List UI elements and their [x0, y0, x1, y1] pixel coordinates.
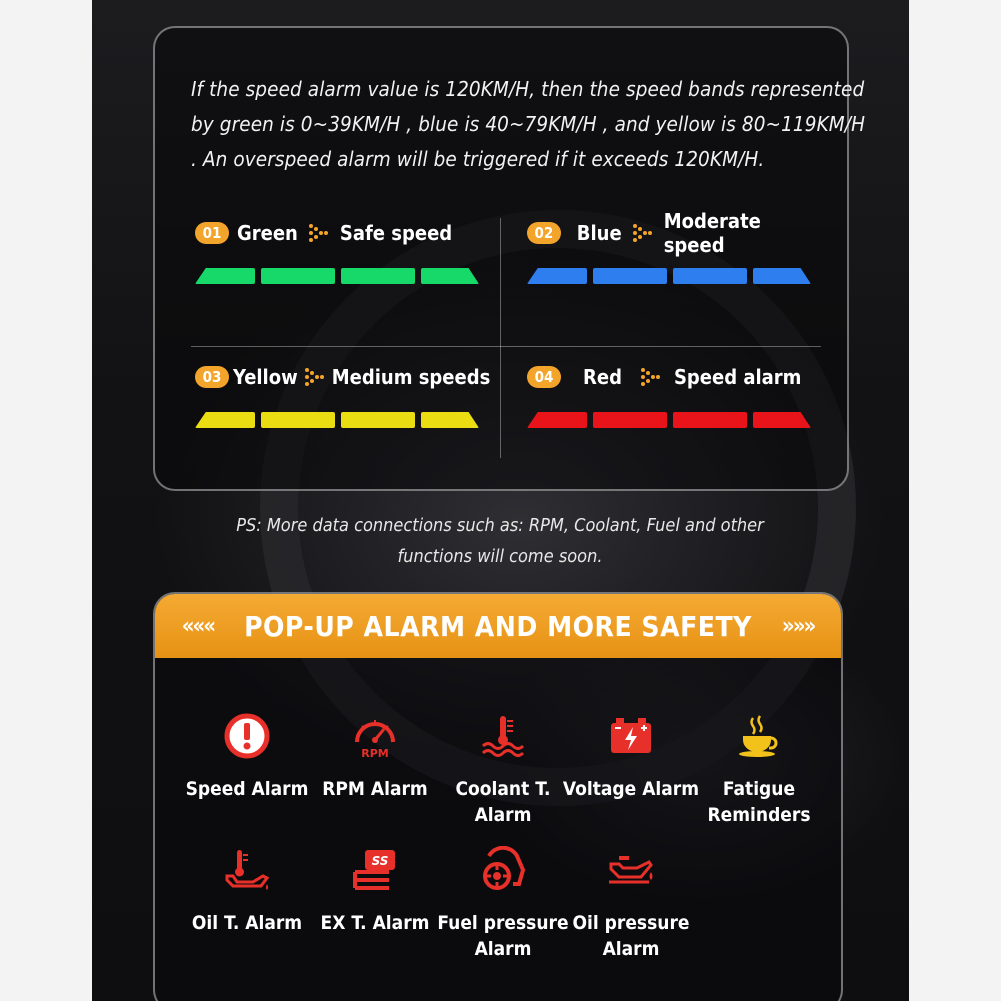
band-red	[527, 362, 827, 452]
alarm-panel	[153, 592, 843, 1001]
intro-line-2: by green is 0~39KM/H , blue is 40~79KM/H , and yellow is 80~119KM/H	[191, 112, 866, 136]
band-number: 04	[527, 366, 561, 388]
bar-segment	[195, 412, 255, 428]
alarm-label: Fatigue Reminders	[707, 778, 811, 826]
bar-segment	[753, 268, 811, 284]
panel-divider-horizontal	[191, 346, 821, 347]
alarm-item-exhaust-temp	[305, 846, 445, 936]
band-color-name: Yellow	[233, 365, 298, 389]
alarm-item-oil-temp	[177, 846, 317, 936]
bar-segment	[341, 412, 415, 428]
band-color-name: Red	[583, 365, 622, 389]
band-description: Medium speeds	[331, 365, 491, 389]
intro-text	[191, 72, 866, 177]
coffee-cup-icon	[735, 712, 783, 760]
bar-segment	[421, 268, 479, 284]
speed-bar-red	[527, 412, 809, 428]
rpm-gauge-icon	[351, 712, 399, 760]
ps-line-1: PS: More data connections such as: RPM, Coolant, Fuel and other	[236, 515, 764, 536]
speed-bar-blue	[527, 268, 809, 284]
speed-band-panel	[153, 26, 866, 491]
bar-segment	[341, 268, 415, 284]
arrow-right-icon	[304, 367, 326, 387]
svg-text:SS: SS	[371, 854, 389, 868]
bar-segment	[195, 268, 255, 284]
band-green	[195, 218, 495, 308]
alarm-item-fuel-pressure	[433, 846, 573, 962]
svg-text:RPM: RPM	[361, 747, 389, 760]
bar-segment	[673, 412, 747, 428]
bar-segment	[261, 412, 335, 428]
exclamation-circle-icon	[223, 712, 271, 760]
arrow-right-icon	[308, 223, 330, 243]
coolant-temp-icon	[479, 712, 527, 760]
alarm-label: Fuel pressure Alarm	[437, 912, 569, 960]
alarm-label: Oil T. Alarm	[191, 912, 303, 934]
alarm-item-coolant	[433, 712, 573, 828]
alarm-label: Oil pressure Alarm	[572, 912, 690, 960]
ps-line-2: functions will come soon.	[397, 546, 603, 567]
alarm-label: Speed Alarm	[185, 778, 309, 800]
fuel-pressure-icon	[479, 846, 527, 894]
left-margin	[0, 0, 92, 1001]
band-description: Moderate speed	[663, 209, 761, 257]
band-number: 02	[527, 222, 561, 244]
arrow-right-icon	[640, 367, 662, 387]
alarm-item-fatigue	[689, 712, 829, 828]
speed-bar-yellow	[195, 412, 477, 428]
bar-segment	[753, 412, 811, 428]
alarm-label: RPM Alarm	[322, 778, 428, 800]
alarm-label: EX T. Alarm	[320, 912, 430, 934]
oil-temp-icon	[223, 846, 271, 894]
right-margin	[909, 0, 1001, 1001]
band-description: Speed alarm	[673, 365, 802, 389]
exhaust-temp-icon	[351, 846, 399, 894]
bar-segment	[421, 412, 479, 428]
band-description: Safe speed	[339, 221, 453, 245]
bar-segment	[527, 412, 587, 428]
alarm-item-rpm	[305, 712, 445, 802]
band-blue	[527, 209, 827, 308]
speed-bar-green	[195, 268, 477, 284]
intro-line-1: If the speed alarm value is 120KM/H, then the speed bands represented	[191, 77, 865, 101]
bar-segment	[673, 268, 747, 284]
banner-title: POP-UP ALARM AND MORE SAFETY	[244, 609, 752, 643]
intro-line-3: . An overspeed alarm will be triggered if it exceeds 120KM/H.	[191, 147, 765, 171]
band-yellow	[195, 362, 495, 452]
ps-note	[200, 510, 800, 572]
alarm-item-speed	[177, 712, 317, 802]
bar-segment	[527, 268, 587, 284]
panel-divider-vertical	[500, 218, 501, 458]
band-number: 03	[195, 366, 229, 388]
bar-segment	[593, 412, 667, 428]
arrow-right-icon	[632, 223, 654, 243]
band-number: 01	[195, 222, 229, 244]
alarm-banner	[155, 594, 841, 658]
battery-icon	[607, 712, 655, 760]
band-color-name: Green	[237, 221, 298, 245]
chevrons-right-icon: »»»	[781, 613, 815, 639]
alarm-label: Voltage Alarm	[562, 778, 700, 800]
chevrons-left-icon: «««	[181, 613, 215, 639]
oil-pressure-icon	[607, 846, 655, 894]
band-color-name: Blue	[576, 221, 622, 245]
bar-segment	[261, 268, 335, 284]
alarm-label: Coolant T. Alarm	[455, 778, 551, 826]
alarm-item-voltage	[561, 712, 701, 802]
alarm-item-oil-pressure	[561, 846, 701, 962]
bar-segment	[593, 268, 667, 284]
